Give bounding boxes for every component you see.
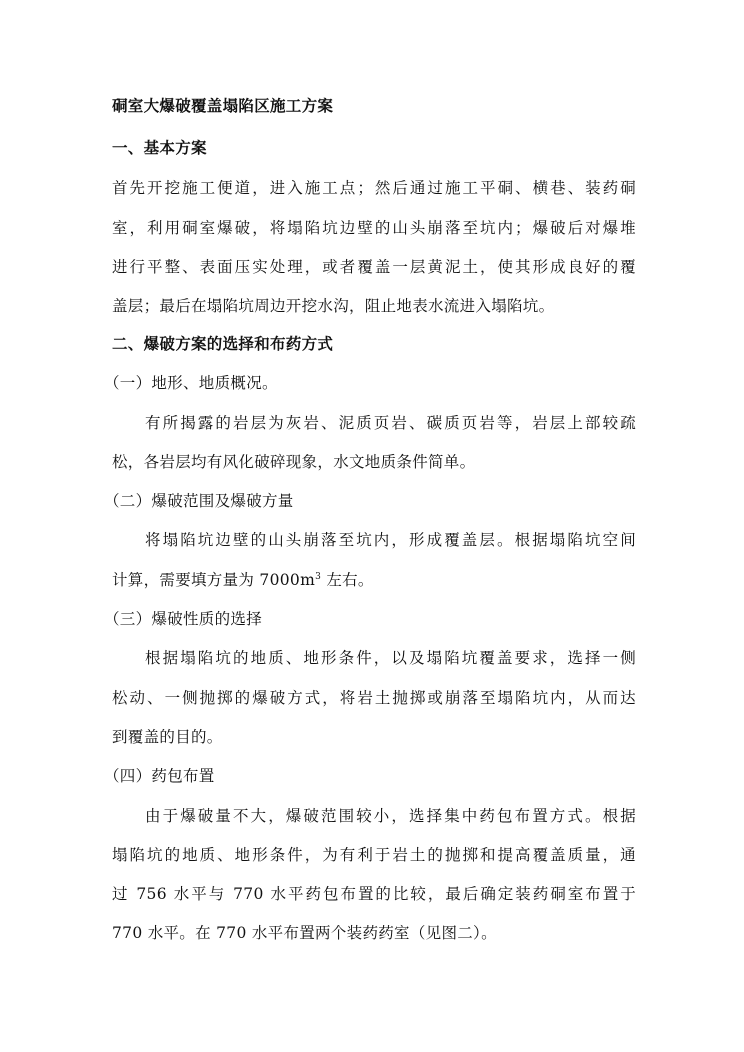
- subsection-1-line: 松，各岩层均有风化破碎现象，水文地质条件简单。: [112, 453, 476, 471]
- subsection-4-line: 塌陷坑的地质、地形条件，为有利于岩土的抛掷和提高覆盖质量，通: [112, 846, 636, 864]
- subsection-3-line: 松动、一侧抛掷的爆破方式，将岩土抛掷或崩落至塌陷坑内，从而达: [112, 689, 636, 707]
- subsection-3-line: 到覆盖的目的。: [112, 728, 223, 746]
- volume-tail: 左右。: [321, 571, 374, 589]
- subsection-2-line: 将塌陷坑边壁的山头崩落至坑内，形成覆盖层。根据塌陷坑空间: [145, 531, 636, 549]
- section-1-paragraph-line: 首先开挖施工便道，进入施工点；然后通过施工平硐、横巷、装药硐: [112, 179, 636, 197]
- subsection-2-volume-line: [112, 570, 636, 590]
- subsection-3-heading: （三）爆破性质的选择: [104, 610, 263, 628]
- subsection-1-line: 有所揭露的岩层为灰岩、泥质页岩、碳质页岩等，岩层上部较疏: [145, 414, 636, 432]
- subsection-4-heading: （四）药包布置: [104, 767, 215, 785]
- subsection-4-line: 770 水平。在 770 水平布置两个装药药室（见图二）。: [112, 924, 497, 942]
- section-1-paragraph-line: 进行平整、表面压实处理，或者覆盖一层黄泥土，使其形成良好的覆: [112, 258, 636, 276]
- subsection-1-heading: （一）地形、地质概况。: [104, 374, 278, 392]
- section-1-paragraph-line: 盖层；最后在塌陷坑周边开挖水沟，阻止地表水流进入塌陷坑。: [112, 297, 555, 315]
- section-1-paragraph-line: 室，利用硐室爆破，将塌陷坑边壁的山头崩落至坑内；爆破后对爆堆: [112, 219, 636, 237]
- section-2-heading: 二、爆破方案的选择和布药方式: [112, 334, 334, 353]
- subsection-3-line: 根据塌陷坑的地质、地形条件，以及塌陷坑覆盖要求，选择一侧: [145, 649, 636, 667]
- section-1-heading: 一、基本方案: [112, 138, 207, 157]
- volume-superscript: 3: [315, 571, 322, 582]
- volume-text: 计算，需要填方量为 7000m: [112, 571, 316, 589]
- document-title: 硐室大爆破覆盖塌陷区施工方案: [112, 96, 334, 115]
- subsection-4-line: 由于爆破量不大，爆破范围较小，选择集中药包布置方式。根据: [145, 807, 636, 825]
- subsection-4-line: 过 756 水平与 770 水平药包布置的比较，最后确定装药硐室布置于: [112, 885, 636, 903]
- subsection-2-heading: （二）爆破范围及爆破方量: [104, 492, 294, 510]
